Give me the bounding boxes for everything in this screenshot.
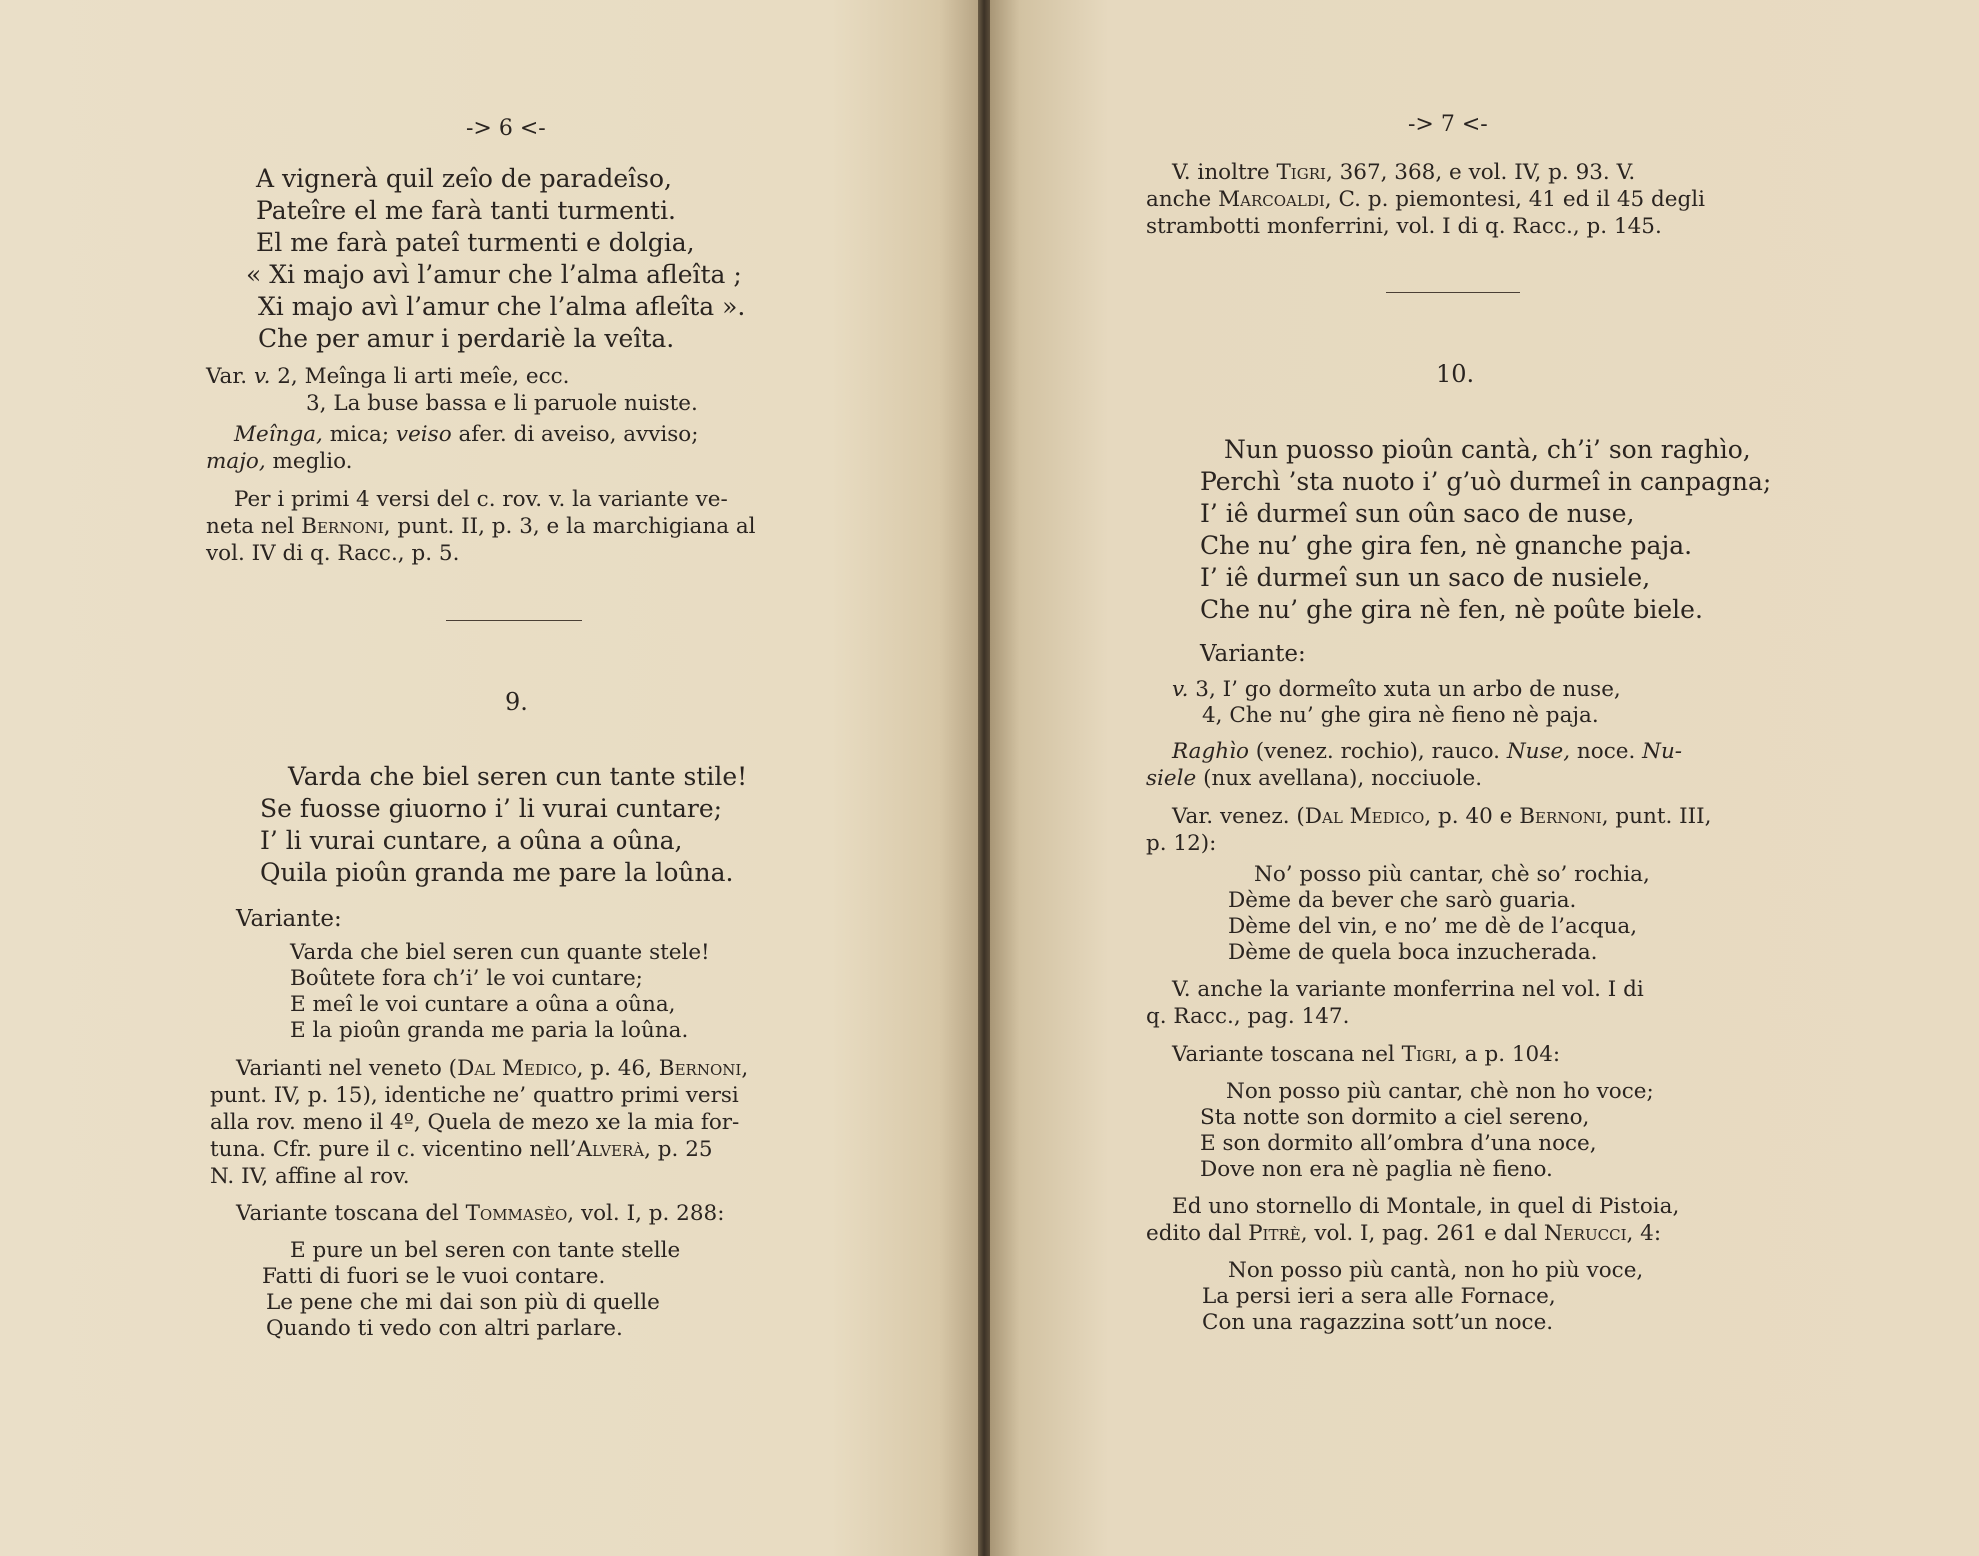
note-line: Per i primi 4 versi del c. rov. v. la variante ve- bbox=[234, 487, 728, 512]
note-text: , a p. 104: bbox=[1451, 1042, 1561, 1067]
gloss-term: siele bbox=[1146, 766, 1197, 791]
variant-verse: Dème de quela boca inzucherada. bbox=[1228, 940, 1598, 965]
verse-line: Quila pioûn granda me pare la loûna. bbox=[260, 858, 734, 887]
author-name: Tommasèo bbox=[465, 1201, 568, 1226]
verse-line: I’ iê durmeî sun un saco de nusiele, bbox=[1200, 563, 1651, 592]
variant-verse: Con una ragazzina sott’un noce. bbox=[1202, 1310, 1554, 1335]
variante-label: Variante: bbox=[236, 906, 342, 932]
right-page bbox=[990, 0, 1979, 1556]
verse-line: Che nu’ ghe gira fen, nè gnanche paja. bbox=[1200, 531, 1693, 560]
author-name: Tigri bbox=[1401, 1042, 1452, 1067]
book-gutter bbox=[978, 0, 990, 1556]
note-line: q. Racc., pag. 147. bbox=[1146, 1004, 1350, 1029]
variant-verse: E meî le voi cuntare a oûna a oûna, bbox=[290, 992, 676, 1017]
verse-line: A vignerà quil zeîo de paradeîso, bbox=[256, 164, 672, 193]
note-line: p. 12): bbox=[1146, 831, 1217, 856]
variante-label: Variante: bbox=[1200, 641, 1306, 667]
note-line: V. anche la variante monferrina nel vol. I di bbox=[1172, 977, 1644, 1002]
variant-verse: Dème del vin, e no’ me dè de l’acqua, bbox=[1228, 914, 1638, 939]
note-text: , bbox=[741, 1056, 749, 1081]
var-label: Var. bbox=[206, 364, 248, 389]
author-name: Marcoaldi bbox=[1218, 187, 1325, 212]
gloss-text: meglio. bbox=[265, 449, 353, 474]
note-text: tuna. Cfr. pure il c. vicentino nell’ bbox=[210, 1137, 577, 1162]
variant-verse: Non posso più cantar, chè non ho voce; bbox=[1226, 1079, 1654, 1104]
note-text: , punt. III, bbox=[1601, 804, 1712, 829]
variant-verse: Sta notte son dormito a ciel sereno, bbox=[1200, 1105, 1590, 1130]
gloss-text: noce. bbox=[1570, 739, 1643, 764]
note-text: neta nel bbox=[206, 514, 302, 539]
note-text: , p. 25 bbox=[644, 1137, 713, 1162]
note-text: Var. venez. ( bbox=[1172, 804, 1305, 829]
author-name: Pitrè bbox=[1248, 1221, 1301, 1246]
poem-number: 9. bbox=[505, 688, 528, 716]
note-text: , p. 46, bbox=[576, 1056, 659, 1081]
note-text: Varianti nel veneto ( bbox=[236, 1056, 458, 1081]
gloss-text: afer. di aveiso, avviso; bbox=[451, 422, 699, 447]
variant-text: 2, Meînga li arti meîe, ecc. bbox=[270, 364, 570, 389]
verse-line: Che per amur i perdariè la veîta. bbox=[258, 324, 675, 353]
note-line: Ed uno stornello di Montale, in quel di Pistoia, bbox=[1172, 1194, 1680, 1219]
gloss-term: Nu- bbox=[1642, 739, 1683, 764]
variant-verse: No’ posso più cantar, chè so’ rochia, bbox=[1254, 862, 1650, 887]
variant-verse: Le pene che mi dai son più di quelle bbox=[266, 1290, 660, 1315]
variant-verse: La persi ieri a sera alle Fornace, bbox=[1202, 1284, 1556, 1309]
author-name: Nerucci bbox=[1543, 1221, 1627, 1246]
note-line bbox=[206, 516, 756, 538]
verse-abbrev: v. bbox=[253, 364, 271, 389]
note-line bbox=[1172, 806, 1711, 828]
verse-line: Se fuosse giuorno i’ li vurai cuntare; bbox=[260, 794, 723, 823]
note-line bbox=[236, 1058, 748, 1080]
author-name: Bernoni bbox=[1519, 804, 1602, 829]
variant-verse: E son dormito all’ombra d’una noce, bbox=[1200, 1131, 1597, 1156]
verse-line: I’ li vurai cuntare, a oûna a oûna, bbox=[260, 826, 683, 855]
variant-verse: E la pioûn granda me paria la loûna. bbox=[290, 1018, 689, 1043]
note-line bbox=[1172, 162, 1635, 184]
verse-line: Che nu’ ghe gira nè fen, nè poûte biele. bbox=[1200, 595, 1703, 624]
gloss-term: Meînga, bbox=[234, 422, 323, 447]
note-line bbox=[1146, 189, 1705, 211]
note-text: , 4: bbox=[1626, 1221, 1662, 1246]
note-line: N. IV, affine al rov. bbox=[210, 1164, 410, 1189]
gloss-term: majo, bbox=[206, 449, 266, 474]
gloss-text: (venez. rochio), rauco. bbox=[1248, 739, 1507, 764]
note-line bbox=[1172, 1044, 1560, 1066]
gloss bbox=[234, 424, 698, 446]
gloss bbox=[1172, 741, 1682, 763]
variant-note bbox=[206, 366, 570, 388]
verse-abbrev: v. bbox=[1172, 677, 1189, 702]
gloss-term: veiso bbox=[389, 422, 452, 447]
note-text: , vol. I, pag. 261 e dal bbox=[1300, 1221, 1544, 1246]
variant-verse: Fatti di fuori se le vuoi contare. bbox=[262, 1264, 606, 1289]
note-text: , 367, 368, e vol. IV, p. 93. V. bbox=[1325, 160, 1636, 185]
author-name: Alverà bbox=[576, 1137, 645, 1162]
note-line: strambotti monferrini, vol. I di q. Racc., p. 145. bbox=[1146, 214, 1662, 239]
verse-line: Pateîre el me farà tanti turmenti. bbox=[256, 196, 677, 225]
note-text: , p. 40 e bbox=[1424, 804, 1520, 829]
variant-note: 3, La buse bassa e li paruole nuiste. bbox=[306, 391, 698, 416]
verse-line: I’ iê durmeî sun oûn saco de nuse, bbox=[1200, 499, 1635, 528]
page-number-6: -> 6 <- bbox=[466, 116, 546, 141]
note-text: V. inoltre bbox=[1172, 160, 1277, 185]
note-text: , vol. I, p. 288: bbox=[567, 1201, 725, 1226]
verse-line: Perchì ’sta nuoto i’ g’uò durmeî in canpagna; bbox=[1200, 467, 1772, 496]
gloss-term: Raghìo bbox=[1172, 739, 1249, 764]
variant-note bbox=[1172, 679, 1621, 701]
variant-verse: Dème da bever che sarò guaria. bbox=[1228, 888, 1577, 913]
note-text: anche bbox=[1146, 187, 1219, 212]
author-name: Dal Medico bbox=[1304, 804, 1425, 829]
note-line: vol. IV di q. Racc., p. 5. bbox=[206, 541, 460, 566]
note-line: punt. IV, p. 15), identiche ne’ quattro primi versi bbox=[210, 1083, 739, 1108]
page-number-7: -> 7 <- bbox=[1408, 112, 1488, 137]
variant-text: 3, I’ go dormeîto xuta un arbo de nuse, bbox=[1188, 677, 1621, 702]
note-line bbox=[210, 1139, 713, 1161]
verse-line: Nun puosso pioûn cantà, ch’i’ son raghìo, bbox=[1224, 435, 1751, 464]
variant-note: 4, Che nu’ ghe gira nè fieno nè paja. bbox=[1202, 703, 1599, 728]
variant-verse: Boûtete fora ch’i’ le voi cuntare; bbox=[290, 966, 643, 991]
author-name: Dal Medico bbox=[457, 1056, 577, 1081]
note-text: edito dal bbox=[1146, 1221, 1249, 1246]
note-line: alla rov. meno il 4º, Quela de mezo xe la mia for- bbox=[210, 1110, 740, 1135]
note-text: , punt. II, p. 3, e la marchigiana al bbox=[383, 514, 756, 539]
author-name: Tigri bbox=[1276, 160, 1326, 185]
variant-verse: E pure un bel seren con tante stelle bbox=[290, 1238, 681, 1263]
author-name: Bernoni bbox=[301, 514, 384, 539]
variant-verse: Quando ti vedo con altri parlare. bbox=[266, 1316, 623, 1341]
verse-line: Varda che biel seren cun tante stile! bbox=[288, 762, 748, 791]
gloss bbox=[206, 451, 353, 473]
note-text: Variante toscana nel bbox=[1172, 1042, 1402, 1067]
gloss bbox=[1146, 768, 1482, 790]
note-text: Variante toscana del bbox=[236, 1201, 466, 1226]
verse-line: El me farà pateî turmenti e dolgia, bbox=[256, 228, 695, 257]
variant-verse: Dove non era nè paglia nè fieno. bbox=[1200, 1157, 1553, 1182]
note-line bbox=[236, 1203, 724, 1225]
gloss-term: Nuse, bbox=[1506, 739, 1571, 764]
author-name: Bernoni bbox=[658, 1056, 742, 1081]
verse-line: Xi majo avì l’amur che l’alma afleîta ». bbox=[258, 292, 746, 321]
poem-number: 10. bbox=[1436, 360, 1475, 388]
gloss-text: (nux avellana), nocciuole. bbox=[1196, 766, 1483, 791]
gloss-text: mica; bbox=[322, 422, 390, 447]
verse-line: « Xi majo avì l’amur che l’alma afleîta ; bbox=[246, 260, 742, 289]
variant-verse: Varda che biel seren cun quante stele! bbox=[290, 940, 710, 965]
note-text: , C. p. piemontesi, 41 ed il 45 degli bbox=[1324, 187, 1706, 212]
variant-verse: Non posso più cantà, non ho più voce, bbox=[1228, 1258, 1644, 1283]
note-line bbox=[1146, 1223, 1661, 1245]
left-page bbox=[0, 0, 978, 1556]
section-divider bbox=[1386, 292, 1520, 293]
section-divider bbox=[446, 620, 582, 621]
